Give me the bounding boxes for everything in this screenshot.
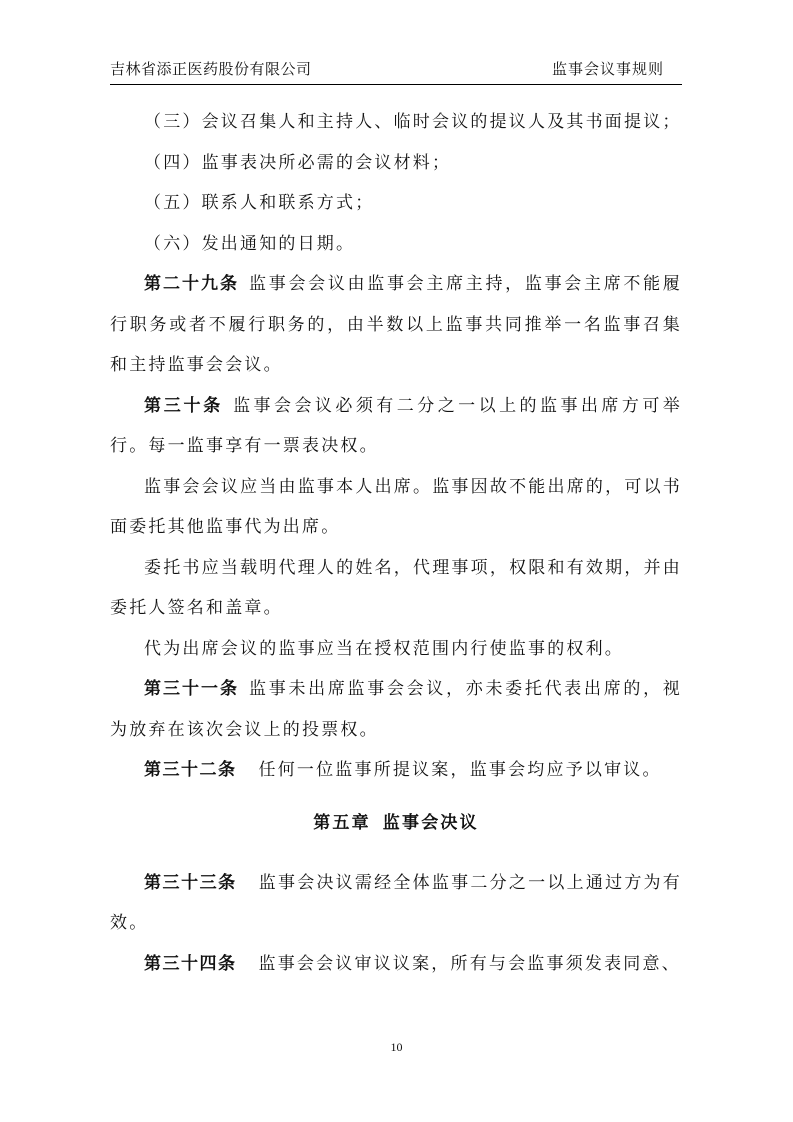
article-paragraph: 代为出席会议的监事应当在授权范围内行使监事的权利。 xyxy=(144,638,624,659)
page-header xyxy=(110,58,682,85)
chapter-number: 第五章 xyxy=(313,812,371,833)
article-paragraph: 监事会会议应当由监事本人出席。监事因故不能出席的，可以书面委托其他监事代为出席。 xyxy=(110,476,682,537)
document-title: 监事会议事规则 xyxy=(551,60,664,78)
chapter-title: 监事会决议 xyxy=(382,812,479,833)
article-text: 任何一位监事所提议案，监事会均应予以审议。 xyxy=(258,760,662,780)
article-text: 监事会决议需经全体监事二分之一以上通过方为有效。 xyxy=(110,872,683,933)
article-text: 监事未出席监事会会议，亦未委托代表出席的，视为放弃在该次会议上的投票权。 xyxy=(110,679,683,740)
article-label: 第三十二条 xyxy=(144,760,237,780)
article-label: 第三十四条 xyxy=(144,953,237,974)
article-34 xyxy=(110,944,682,985)
list-item: （四）监事表决所必需的会议材料； xyxy=(144,152,452,173)
page-body xyxy=(110,102,682,984)
list-item: （六）发出通知的日期。 xyxy=(144,233,356,254)
article-text: 监事会会议必须有二分之一以上的监事出席方可举行。每一监事享有一票表决权。 xyxy=(110,395,683,456)
article-label: 第三十条 xyxy=(144,395,224,416)
list-item: （三）会议召集人和主持人、临时会议的提议人及其书面提议； xyxy=(144,112,682,132)
article-label: 第三十三条 xyxy=(144,872,237,893)
article-32 xyxy=(110,750,682,791)
page-number: 10 xyxy=(390,1040,403,1054)
article-paragraph: 委托书应当载明代理人的姓名，代理事项，权限和有效期，并由委托人签名和盖章。 xyxy=(110,557,682,618)
article-30 xyxy=(110,386,682,467)
article-29 xyxy=(110,264,682,386)
article-label: 第二十九条 xyxy=(144,274,240,294)
article-31 xyxy=(110,669,682,750)
chapter-heading xyxy=(110,803,682,843)
article-text: 监事会会议审议议案，所有与会监事须发表同意、 xyxy=(258,953,681,974)
article-text: 监事会会议由监事会主席主持，监事会主席不能履行职务或者不履行职务的，由半数以上监事共同推举一名监事召集和主持监事会会议。 xyxy=(110,274,683,375)
article-label: 第三十一条 xyxy=(144,679,240,699)
company-name: 吉林省添正医药股份有限公司 xyxy=(110,60,312,78)
article-33 xyxy=(110,863,682,944)
list-item: （五）联系人和联系方式； xyxy=(144,193,375,213)
